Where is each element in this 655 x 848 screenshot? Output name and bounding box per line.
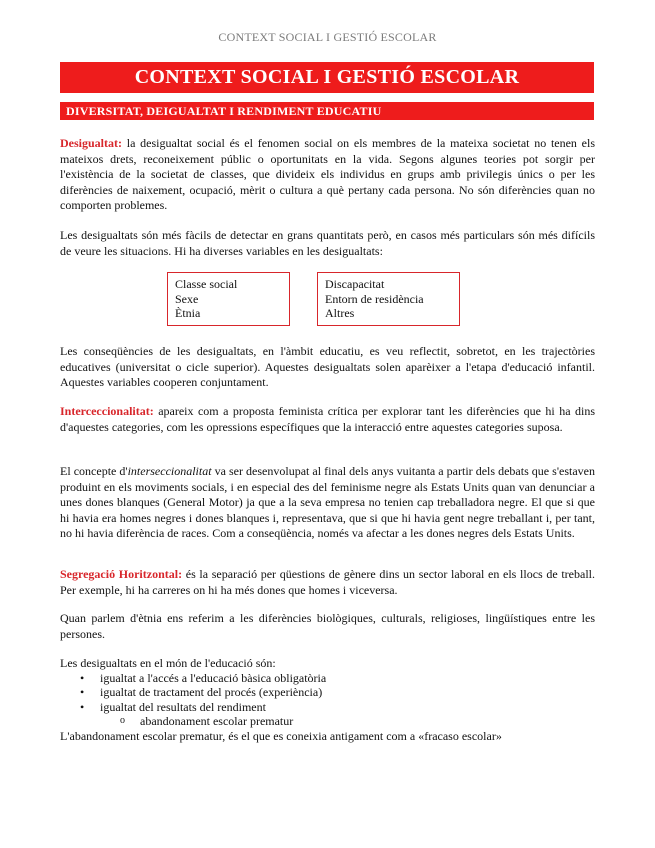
bullet-icon: • [80, 685, 85, 699]
list-intro: Les desigualtats en el món de l'educació són: [60, 656, 276, 670]
variable-item: Altres [325, 306, 355, 320]
variable-item: Sexe [175, 291, 199, 306]
list-item [60, 685, 595, 700]
list-item [60, 671, 595, 686]
page-title: CONTEXT SOCIAL I GESTIÓ ESCOLAR [60, 62, 594, 93]
section-heading: DIVERSITAT, DEIGUALTAT I RENDIMENT EDUCATIU [60, 102, 594, 120]
sub-list-item-text: abandonament escolar prematur [140, 714, 294, 728]
paragraph-segregacio [60, 567, 595, 598]
term-interseccionalitat: Interceccionalitat: [60, 404, 154, 418]
list-item [60, 700, 595, 715]
paragraph-text: El concepte d' [60, 464, 128, 478]
list-item-text: igualtat del resultats del rendiment [100, 699, 266, 714]
paragraph-interseccionalitat [60, 404, 595, 435]
bullet-icon: • [80, 670, 85, 685]
list-item-text: igualtat a l'accés a l'educació bàsica obligatòria [100, 670, 327, 685]
paragraph-text: és la separació per qüestions de gènere dins un sector laboral en els llocs de treball. Per exemple, hi ha carreres on hi ha més dones que homes i viceversa. [60, 567, 596, 597]
sub-list-item [60, 714, 595, 729]
variable-item: Entorn de residència [325, 291, 424, 306]
desigualtats-list [60, 656, 595, 743]
paragraph-text: apareix com a proposta feminista crítica per explorar tant les diferències que hi ha dins d'aquestes categories, com les opressions específiques que la interacció entre aquestes categories suposa. [60, 404, 595, 434]
closing-sentence: L'abandonament escolar prematur, és el que es coneixia antigament com a «fracaso escolar» [60, 728, 502, 743]
variable-item: Discapacitat [325, 277, 385, 291]
list-item-text: igualtat de tractament del procés (experiència) [100, 685, 323, 699]
paragraph-desigualtats-variables: Les desigualtats són més fàcils de detectar en grans quantitats però, en casos més particulars són més difícils de veure les situacions. Hi ha diverses variables en les desigualtats: [60, 228, 595, 258]
italic-term: interseccionalitat [127, 464, 212, 478]
term-desigualtat: Desigualtat: [60, 136, 122, 150]
paragraph-etnia: Quan parlem d'ètnia ens referim a les diferències biològiques, culturals, religioses, lingüístiques entre les persones. [60, 611, 595, 641]
bullet-icon: • [80, 699, 85, 714]
variable-item: Classe social [175, 277, 238, 291]
running-header: CONTEXT SOCIAL I GESTIÓ ESCOLAR [218, 30, 437, 44]
variables-box-left [167, 272, 290, 326]
paragraph-text: la desigualtat social és el fenomen social on els membres de la mateixa societat no tenen els mateixos drets, reconeixement públic o oportunitats en la vida. Segons algunes teories pot sorgir per l'existència de la societat de classes, que divideix els individus en grups amb privilegis únics o per les diferències de naixement, ocupació, mèrit o cultura a què pertany cada persona. No són diferències quan no comporten problemes. [60, 136, 595, 212]
term-segregacio: Segregació Horitzontal: [60, 567, 183, 581]
hollow-bullet-icon: o [120, 715, 125, 726]
variable-item: Ètnia [175, 306, 201, 320]
variables-box-right [317, 272, 460, 326]
paragraph-desigualtat [60, 136, 595, 214]
paragraph-consequencies: Les conseqüències de les desigualtats, en l'àmbit educatiu, es veu reflectit, sobretot, en les trajectòries educatives (universitat o cicle superior). Aquestes desigualtats solen aparèixer a l'etapa d'educació infantil. Aquestes variables cooperen conjuntament. [60, 344, 595, 389]
paragraph-concepte-interseccionalitat [60, 464, 595, 542]
paragraph-text: va ser desenvolupat al final dels anys vuitanta a partir dels debats que s'estaven produint en els moviments socials, i en especial des del feminisme negre als Estats Units quan van denunciar a unes dones blanques (General Motor) ja que a la seva empresa no tenien cap treballadora negre. El que si que hi havia era homes negres i dones blanques i, representava, que si que hi havia gent negre treballant i, per tant, no hi havia diferència de races. Com a conseqüència, només va afectar a les dones negres dels Estats Units. [60, 464, 595, 540]
